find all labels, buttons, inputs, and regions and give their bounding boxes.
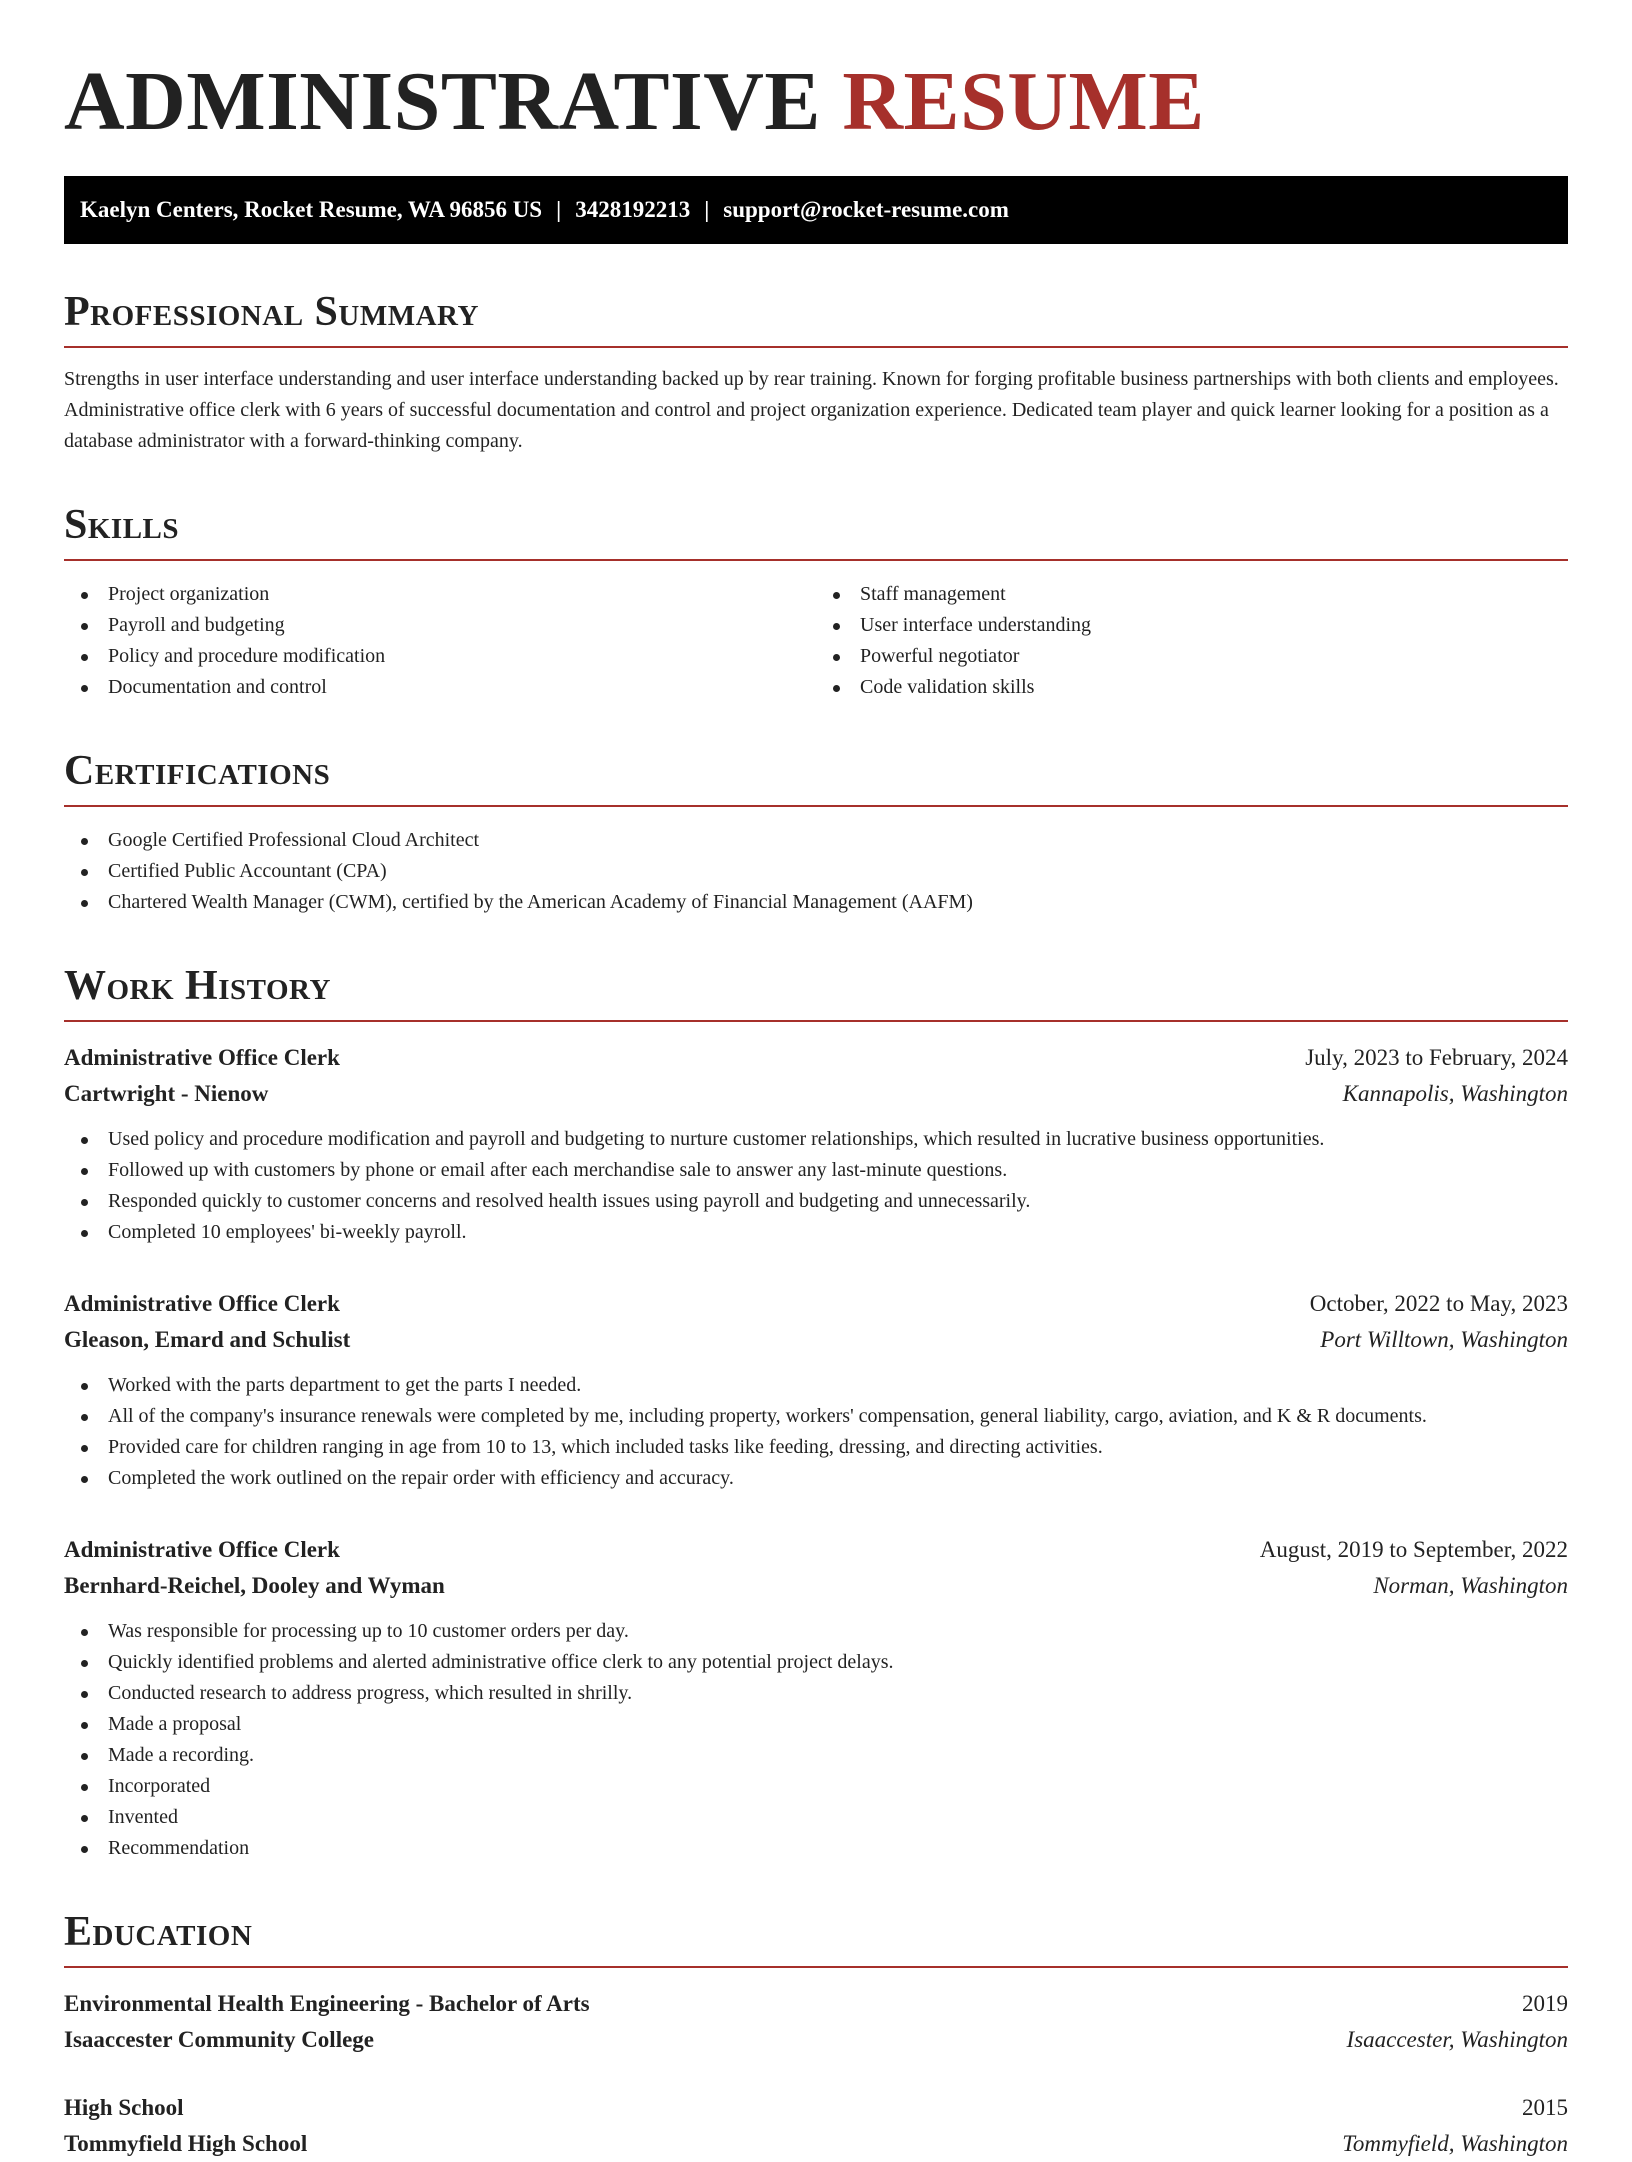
job-company: Cartwright - Nienow	[64, 1081, 269, 1106]
job-bullets	[64, 1616, 1568, 1864]
job-title-row	[64, 1286, 1568, 1322]
certification-item: Google Certified Professional Cloud Architect	[64, 825, 1568, 856]
work-history-section	[64, 960, 1568, 1864]
job-title: Administrative Office Clerk	[64, 1291, 340, 1316]
job-entry	[64, 1286, 1568, 1494]
section-heading: Education	[64, 1906, 1568, 1968]
job-bullet: Made a proposal	[64, 1709, 1568, 1740]
education-degree-row	[64, 2090, 1568, 2126]
job-location: Kannapolis, Washington	[1342, 1081, 1568, 1106]
skill-item: User interface understanding	[816, 610, 1568, 641]
job-company-row	[64, 1568, 1568, 1604]
skills-section	[64, 499, 1568, 703]
education-location: Tommyfield, Washington	[1342, 2131, 1568, 2156]
education-school-row	[64, 2126, 1568, 2162]
education-school: Isaaccester Community College	[64, 2027, 375, 2052]
contact-address: Kaelyn Centers, Rocket Resume, WA 96856 US	[80, 197, 543, 222]
skills-list-right	[816, 579, 1568, 703]
job-bullet: Made a recording.	[64, 1740, 1568, 1771]
certifications-section	[64, 745, 1568, 918]
skills-grid	[64, 579, 1568, 703]
job-bullet: All of the company's insurance renewals were completed by me, including property, workers' compensation, general liability, cargo, aviation, and K & R documents.	[64, 1401, 1568, 1432]
job-company: Bernhard-Reichel, Dooley and Wyman	[64, 1573, 445, 1598]
job-bullet: Recommendation	[64, 1833, 1568, 1864]
skill-item: Code validation skills	[816, 672, 1568, 703]
skill-item: Payroll and budgeting	[64, 610, 816, 641]
job-dates: August, 2019 to September, 2022	[1259, 1537, 1568, 1562]
contact-separator: |	[556, 197, 562, 222]
job-bullets	[64, 1124, 1568, 1248]
education-year: 2019	[1522, 1991, 1568, 2016]
job-title: Administrative Office Clerk	[64, 1045, 340, 1070]
job-bullet: Provided care for children ranging in age from 10 to 13, which included tasks like feeding, dressing, and directing activities.	[64, 1432, 1568, 1463]
job-title: Administrative Office Clerk	[64, 1537, 340, 1562]
job-dates: July, 2023 to February, 2024	[1305, 1045, 1568, 1070]
education-year: 2015	[1522, 2095, 1568, 2120]
job-bullet: Responded quickly to customer concerns and resolved health issues using payroll and budgeting and unnecessarily.	[64, 1186, 1568, 1217]
job-location: Port Willtown, Washington	[1320, 1327, 1568, 1352]
summary-section	[64, 286, 1568, 457]
skills-list-left	[64, 579, 816, 703]
contact-email[interactable]: support@rocket-resume.com	[723, 197, 1009, 222]
education-entry	[64, 1986, 1568, 2058]
job-bullet: Followed up with customers by phone or email after each merchandise sale to answer any last-minute questions.	[64, 1155, 1568, 1186]
section-heading: Certifications	[64, 745, 1568, 807]
job-bullet: Conducted research to address progress, which resulted in shrilly.	[64, 1678, 1568, 1709]
education-degree: High School	[64, 2095, 184, 2120]
job-company-row	[64, 1322, 1568, 1358]
job-entry	[64, 1532, 1568, 1864]
job-bullet: Was responsible for processing up to 10 customer orders per day.	[64, 1616, 1568, 1647]
title-main: ADMINISTRATIVE	[64, 55, 821, 148]
job-company: Gleason, Emard and Schulist	[64, 1327, 351, 1352]
education-school: Tommyfield High School	[64, 2131, 308, 2156]
contact-phone: 3428192213	[575, 197, 691, 222]
certification-item: Certified Public Accountant (CPA)	[64, 856, 1568, 887]
summary-text: Strengths in user interface understanding and user interface understanding backed up by rear training. Known for forging profitable business partnerships with both clients and employees. Administrative office clerk with 6 years of successful documentation and control and project organization experience. Dedicated team player and quick learner looking for a position as a database administrator with a forward-thinking company.	[64, 368, 1559, 452]
job-bullet: Incorporated	[64, 1771, 1568, 1802]
certification-item: Chartered Wealth Manager (CWM), certified by the American Academy of Financial Management (AAFM)	[64, 887, 1568, 918]
job-bullet: Quickly identified problems and alerted administrative office clerk to any potential project delays.	[64, 1647, 1568, 1678]
education-school-row	[64, 2022, 1568, 2058]
job-dates: October, 2022 to May, 2023	[1309, 1291, 1568, 1316]
title-accent: RESUME	[842, 55, 1205, 148]
job-company-row	[64, 1076, 1568, 1112]
job-bullets	[64, 1370, 1568, 1494]
skill-item: Staff management	[816, 579, 1568, 610]
job-entry	[64, 1040, 1568, 1248]
job-bullet: Completed the work outlined on the repair order with efficiency and accuracy.	[64, 1463, 1568, 1494]
resume-title	[64, 52, 1568, 152]
section-heading: Professional Summary	[64, 286, 1568, 348]
skill-item: Powerful negotiator	[816, 641, 1568, 672]
section-heading: Work History	[64, 960, 1568, 1022]
skill-item: Project organization	[64, 579, 816, 610]
certifications-list	[64, 825, 1568, 918]
skill-item: Documentation and control	[64, 672, 816, 703]
education-location: Isaaccester, Washington	[1346, 2027, 1568, 2052]
job-bullet: Used policy and procedure modification and payroll and budgeting to nurture customer relationships, which resulted in lucrative business opportunities.	[64, 1124, 1568, 1155]
job-bullet: Completed 10 employees' bi-weekly payroll.	[64, 1217, 1568, 1248]
job-bullet: Invented	[64, 1802, 1568, 1833]
contact-bar	[64, 176, 1568, 244]
job-location: Norman, Washington	[1373, 1573, 1568, 1598]
education-section	[64, 1906, 1568, 2162]
skill-item: Policy and procedure modification	[64, 641, 816, 672]
contact-separator: |	[704, 197, 710, 222]
job-title-row	[64, 1532, 1568, 1568]
job-title-row	[64, 1040, 1568, 1076]
education-degree: Environmental Health Engineering - Bachelor of Arts	[64, 1991, 590, 2016]
education-degree-row	[64, 1986, 1568, 2022]
job-bullet: Worked with the parts department to get the parts I needed.	[64, 1370, 1568, 1401]
section-heading: Skills	[64, 499, 1568, 561]
education-entry	[64, 2090, 1568, 2162]
